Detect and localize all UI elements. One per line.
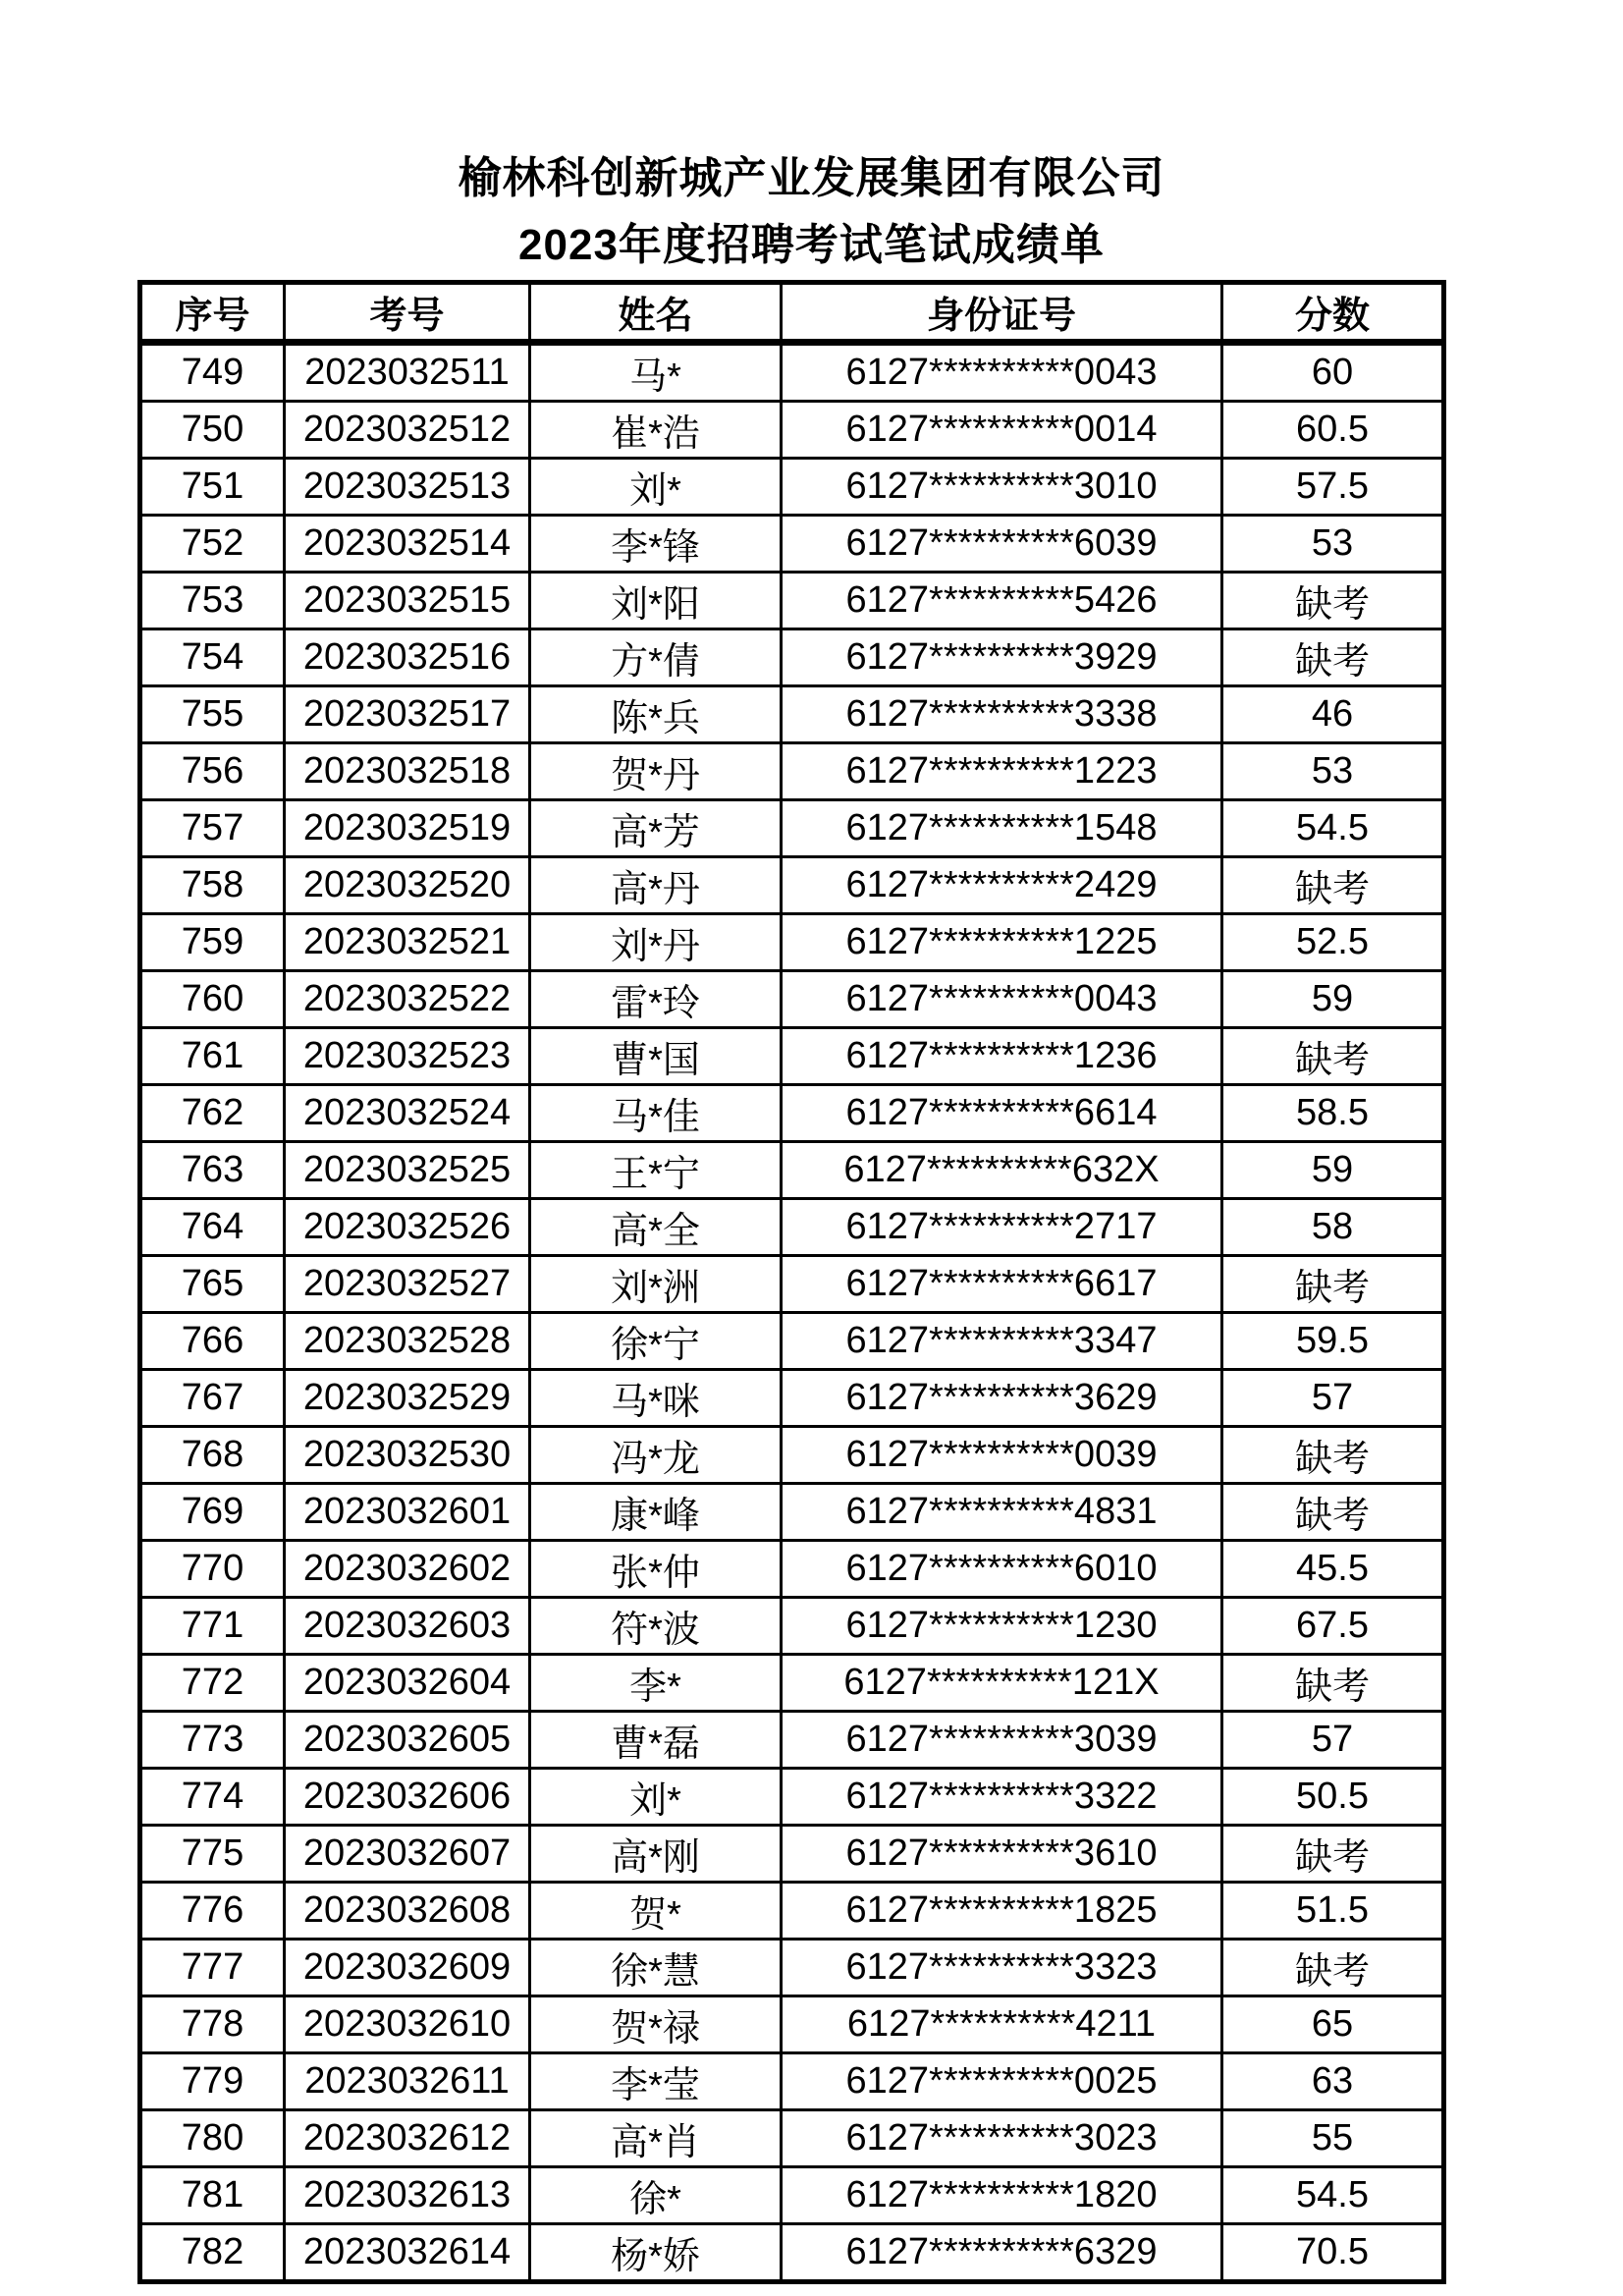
- cell-name: 曹*国: [530, 1028, 782, 1085]
- cell-exam-number: 2023032610: [285, 1996, 530, 2053]
- cell-index: 772: [140, 1655, 285, 1712]
- cell-exam-number: 2023032517: [285, 686, 530, 743]
- cell-score: 57.5: [1222, 459, 1444, 516]
- cell-score: 缺考: [1222, 629, 1444, 686]
- cell-score: 缺考: [1222, 1655, 1444, 1712]
- cell-id-number: 6127**********6329: [782, 2224, 1222, 2282]
- table-row: [140, 343, 1444, 402]
- cell-score: 52.5: [1222, 914, 1444, 971]
- cell-index: 782: [140, 2224, 285, 2282]
- cell-id-number: 6127**********121X: [782, 1655, 1222, 1712]
- cell-score: 60.5: [1222, 402, 1444, 459]
- cell-id-number: 6127**********5426: [782, 573, 1222, 629]
- col-header-score: 分数: [1222, 283, 1444, 343]
- table-row: [140, 1655, 1444, 1712]
- cell-score: 53: [1222, 516, 1444, 573]
- table-row: [140, 800, 1444, 857]
- cell-index: 757: [140, 800, 285, 857]
- cell-id-number: 6127**********6039: [782, 516, 1222, 573]
- cell-exam-number: 2023032530: [285, 1427, 530, 1484]
- cell-name: 张*仲: [530, 1541, 782, 1598]
- page-subtitle: 2023年度招聘考试笔试成绩单: [518, 221, 1105, 269]
- cell-name: 刘*: [530, 459, 782, 516]
- cell-score: 缺考: [1222, 1940, 1444, 1996]
- cell-score: 59: [1222, 971, 1444, 1028]
- cell-exam-number: 2023032603: [285, 1598, 530, 1655]
- cell-score: 59: [1222, 1142, 1444, 1199]
- col-header-exam-number: 考号: [285, 283, 530, 343]
- cell-score: 67.5: [1222, 1598, 1444, 1655]
- cell-index: 766: [140, 1313, 285, 1370]
- cell-score: 65: [1222, 1996, 1444, 2053]
- cell-exam-number: 2023032516: [285, 629, 530, 686]
- cell-exam-number: 2023032520: [285, 857, 530, 914]
- cell-exam-number: 2023032526: [285, 1199, 530, 1256]
- cell-exam-number: 2023032518: [285, 743, 530, 800]
- table-row: [140, 516, 1444, 573]
- col-header-name: 姓名: [530, 283, 782, 343]
- cell-exam-number: 2023032523: [285, 1028, 530, 1085]
- cell-name: 王*宁: [530, 1142, 782, 1199]
- cell-exam-number: 2023032521: [285, 914, 530, 971]
- cell-id-number: 6127**********3323: [782, 1940, 1222, 1996]
- table-row: [140, 743, 1444, 800]
- cell-score: 46: [1222, 686, 1444, 743]
- cell-score: 50.5: [1222, 1769, 1444, 1826]
- cell-name: 马*: [530, 343, 782, 402]
- cell-exam-number: 2023032511: [285, 343, 530, 402]
- cell-name: 徐*慧: [530, 1940, 782, 1996]
- cell-id-number: 6127**********0025: [782, 2053, 1222, 2110]
- cell-score: 58.5: [1222, 1085, 1444, 1142]
- cell-index: 749: [140, 343, 285, 402]
- cell-name: 刘*丹: [530, 914, 782, 971]
- table-row: [140, 1199, 1444, 1256]
- table-row: [140, 1996, 1444, 2053]
- cell-id-number: 6127**********1820: [782, 2167, 1222, 2224]
- cell-name: 贺*禄: [530, 1996, 782, 2053]
- cell-index: 759: [140, 914, 285, 971]
- cell-id-number: 6127**********3338: [782, 686, 1222, 743]
- cell-score: 45.5: [1222, 1541, 1444, 1598]
- cell-exam-number: 2023032525: [285, 1142, 530, 1199]
- cell-name: 符*波: [530, 1598, 782, 1655]
- cell-name: 马*佳: [530, 1085, 782, 1142]
- cell-exam-number: 2023032614: [285, 2224, 530, 2282]
- table-row: [140, 2224, 1444, 2282]
- cell-score: 缺考: [1222, 1484, 1444, 1541]
- cell-id-number: 6127**********1223: [782, 743, 1222, 800]
- cell-id-number: 6127**********1825: [782, 1883, 1222, 1940]
- cell-id-number: 6127**********0043: [782, 343, 1222, 402]
- cell-name: 高*刚: [530, 1826, 782, 1883]
- cell-score: 缺考: [1222, 857, 1444, 914]
- cell-exam-number: 2023032513: [285, 459, 530, 516]
- cell-index: 768: [140, 1427, 285, 1484]
- cell-index: 762: [140, 1085, 285, 1142]
- cell-exam-number: 2023032606: [285, 1769, 530, 1826]
- cell-name: 李*: [530, 1655, 782, 1712]
- cell-score: 缺考: [1222, 1427, 1444, 1484]
- cell-index: 780: [140, 2110, 285, 2167]
- cell-index: 777: [140, 1940, 285, 1996]
- cell-index: 771: [140, 1598, 285, 1655]
- cell-name: 马*咪: [530, 1370, 782, 1427]
- cell-exam-number: 2023032522: [285, 971, 530, 1028]
- table-row: [140, 2167, 1444, 2224]
- cell-score: 54.5: [1222, 800, 1444, 857]
- table-row: [140, 1712, 1444, 1769]
- table-row: [140, 459, 1444, 516]
- cell-index: 781: [140, 2167, 285, 2224]
- cell-name: 高*芳: [530, 800, 782, 857]
- cell-name: 徐*: [530, 2167, 782, 2224]
- cell-index: 761: [140, 1028, 285, 1085]
- table-row: [140, 2053, 1444, 2110]
- cell-id-number: 6127**********0043: [782, 971, 1222, 1028]
- cell-score: 63: [1222, 2053, 1444, 2110]
- cell-id-number: 6127**********0039: [782, 1427, 1222, 1484]
- table-row: [140, 1313, 1444, 1370]
- cell-index: 767: [140, 1370, 285, 1427]
- cell-index: 751: [140, 459, 285, 516]
- cell-id-number: 6127**********6010: [782, 1541, 1222, 1598]
- cell-index: 774: [140, 1769, 285, 1826]
- cell-index: 764: [140, 1199, 285, 1256]
- cell-exam-number: 2023032529: [285, 1370, 530, 1427]
- cell-name: 刘*阳: [530, 573, 782, 629]
- table-row: [140, 1085, 1444, 1142]
- cell-id-number: 6127**********1225: [782, 914, 1222, 971]
- cell-index: 760: [140, 971, 285, 1028]
- cell-index: 779: [140, 2053, 285, 2110]
- table-row: [140, 971, 1444, 1028]
- cell-index: 765: [140, 1256, 285, 1313]
- cell-exam-number: 2023032514: [285, 516, 530, 573]
- cell-exam-number: 2023032607: [285, 1826, 530, 1883]
- cell-score: 缺考: [1222, 1826, 1444, 1883]
- cell-index: 750: [140, 402, 285, 459]
- cell-score: 缺考: [1222, 573, 1444, 629]
- cell-exam-number: 2023032611: [285, 2053, 530, 2110]
- cell-exam-number: 2023032528: [285, 1313, 530, 1370]
- scores-table: [137, 280, 1446, 2284]
- cell-index: 775: [140, 1826, 285, 1883]
- cell-index: 754: [140, 629, 285, 686]
- table-row: [140, 1598, 1444, 1655]
- cell-exam-number: 2023032602: [285, 1541, 530, 1598]
- cell-name: 徐*宁: [530, 1313, 782, 1370]
- cell-exam-number: 2023032605: [285, 1712, 530, 1769]
- cell-id-number: 6127**********6617: [782, 1256, 1222, 1313]
- cell-index: 769: [140, 1484, 285, 1541]
- cell-score: 57: [1222, 1712, 1444, 1769]
- table-row: [140, 1142, 1444, 1199]
- table-row: [140, 1370, 1444, 1427]
- table-row: [140, 1769, 1444, 1826]
- cell-id-number: 6127**********3610: [782, 1826, 1222, 1883]
- cell-index: 752: [140, 516, 285, 573]
- cell-exam-number: 2023032519: [285, 800, 530, 857]
- cell-id-number: 6127**********6614: [782, 1085, 1222, 1142]
- cell-exam-number: 2023032609: [285, 1940, 530, 1996]
- table-row: [140, 1427, 1444, 1484]
- cell-score: 51.5: [1222, 1883, 1444, 1940]
- cell-id-number: 6127**********3929: [782, 629, 1222, 686]
- col-header-id-number: 身份证号: [782, 283, 1222, 343]
- cell-exam-number: 2023032613: [285, 2167, 530, 2224]
- cell-id-number: 6127**********3023: [782, 2110, 1222, 2167]
- cell-id-number: 6127**********4831: [782, 1484, 1222, 1541]
- cell-id-number: 6127**********1230: [782, 1598, 1222, 1655]
- cell-exam-number: 2023032601: [285, 1484, 530, 1541]
- table-row: [140, 914, 1444, 971]
- table-row: [140, 2110, 1444, 2167]
- cell-score: 缺考: [1222, 1028, 1444, 1085]
- cell-id-number: 6127**********3010: [782, 459, 1222, 516]
- cell-score: 缺考: [1222, 1256, 1444, 1313]
- cell-id-number: 6127**********632X: [782, 1142, 1222, 1199]
- cell-id-number: 6127**********3039: [782, 1712, 1222, 1769]
- cell-name: 刘*洲: [530, 1256, 782, 1313]
- cell-id-number: 6127**********4211: [782, 1996, 1222, 2053]
- cell-exam-number: 2023032608: [285, 1883, 530, 1940]
- table-row: [140, 573, 1444, 629]
- cell-id-number: 6127**********3629: [782, 1370, 1222, 1427]
- cell-name: 高*丹: [530, 857, 782, 914]
- cell-name: 贺*: [530, 1883, 782, 1940]
- table-row: [140, 1826, 1444, 1883]
- table-row: [140, 1256, 1444, 1313]
- cell-score: 70.5: [1222, 2224, 1444, 2282]
- table-row: [140, 1484, 1444, 1541]
- cell-index: 773: [140, 1712, 285, 1769]
- cell-name: 冯*龙: [530, 1427, 782, 1484]
- cell-name: 高*全: [530, 1199, 782, 1256]
- table-row: [140, 857, 1444, 914]
- cell-index: 778: [140, 1996, 285, 2053]
- page-title: 榆林科创新城产业发展集团有限公司: [458, 154, 1165, 202]
- cell-name: 杨*娇: [530, 2224, 782, 2282]
- cell-score: 58: [1222, 1199, 1444, 1256]
- cell-index: 753: [140, 573, 285, 629]
- cell-index: 776: [140, 1883, 285, 1940]
- table-row: [140, 1940, 1444, 1996]
- cell-id-number: 6127**********2429: [782, 857, 1222, 914]
- cell-id-number: 6127**********0014: [782, 402, 1222, 459]
- cell-exam-number: 2023032512: [285, 402, 530, 459]
- cell-exam-number: 2023032527: [285, 1256, 530, 1313]
- table-row: [140, 686, 1444, 743]
- cell-name: 贺*丹: [530, 743, 782, 800]
- cell-score: 55: [1222, 2110, 1444, 2167]
- cell-name: 李*莹: [530, 2053, 782, 2110]
- cell-id-number: 6127**********1548: [782, 800, 1222, 857]
- cell-score: 60: [1222, 343, 1444, 402]
- cell-name: 康*峰: [530, 1484, 782, 1541]
- cell-name: 崔*浩: [530, 402, 782, 459]
- cell-score: 53: [1222, 743, 1444, 800]
- cell-name: 雷*玲: [530, 971, 782, 1028]
- table-row: [140, 402, 1444, 459]
- cell-index: 755: [140, 686, 285, 743]
- cell-name: 李*锋: [530, 516, 782, 573]
- cell-name: 陈*兵: [530, 686, 782, 743]
- cell-name: 曹*磊: [530, 1712, 782, 1769]
- cell-exam-number: 2023032604: [285, 1655, 530, 1712]
- cell-id-number: 6127**********1236: [782, 1028, 1222, 1085]
- cell-exam-number: 2023032515: [285, 573, 530, 629]
- cell-id-number: 6127**********3322: [782, 1769, 1222, 1826]
- cell-id-number: 6127**********2717: [782, 1199, 1222, 1256]
- cell-exam-number: 2023032612: [285, 2110, 530, 2167]
- cell-id-number: 6127**********3347: [782, 1313, 1222, 1370]
- cell-index: 763: [140, 1142, 285, 1199]
- cell-name: 高*肖: [530, 2110, 782, 2167]
- cell-index: 770: [140, 1541, 285, 1598]
- table-row: [140, 629, 1444, 686]
- cell-score: 54.5: [1222, 2167, 1444, 2224]
- cell-score: 57: [1222, 1370, 1444, 1427]
- table-row: [140, 1541, 1444, 1598]
- table-row: [140, 1883, 1444, 1940]
- header-row: [140, 283, 1444, 343]
- col-header-index: 序号: [140, 283, 285, 343]
- cell-score: 59.5: [1222, 1313, 1444, 1370]
- cell-exam-number: 2023032524: [285, 1085, 530, 1142]
- cell-name: 方*倩: [530, 629, 782, 686]
- cell-name: 刘*: [530, 1769, 782, 1826]
- cell-index: 756: [140, 743, 285, 800]
- table-row: [140, 1028, 1444, 1085]
- cell-index: 758: [140, 857, 285, 914]
